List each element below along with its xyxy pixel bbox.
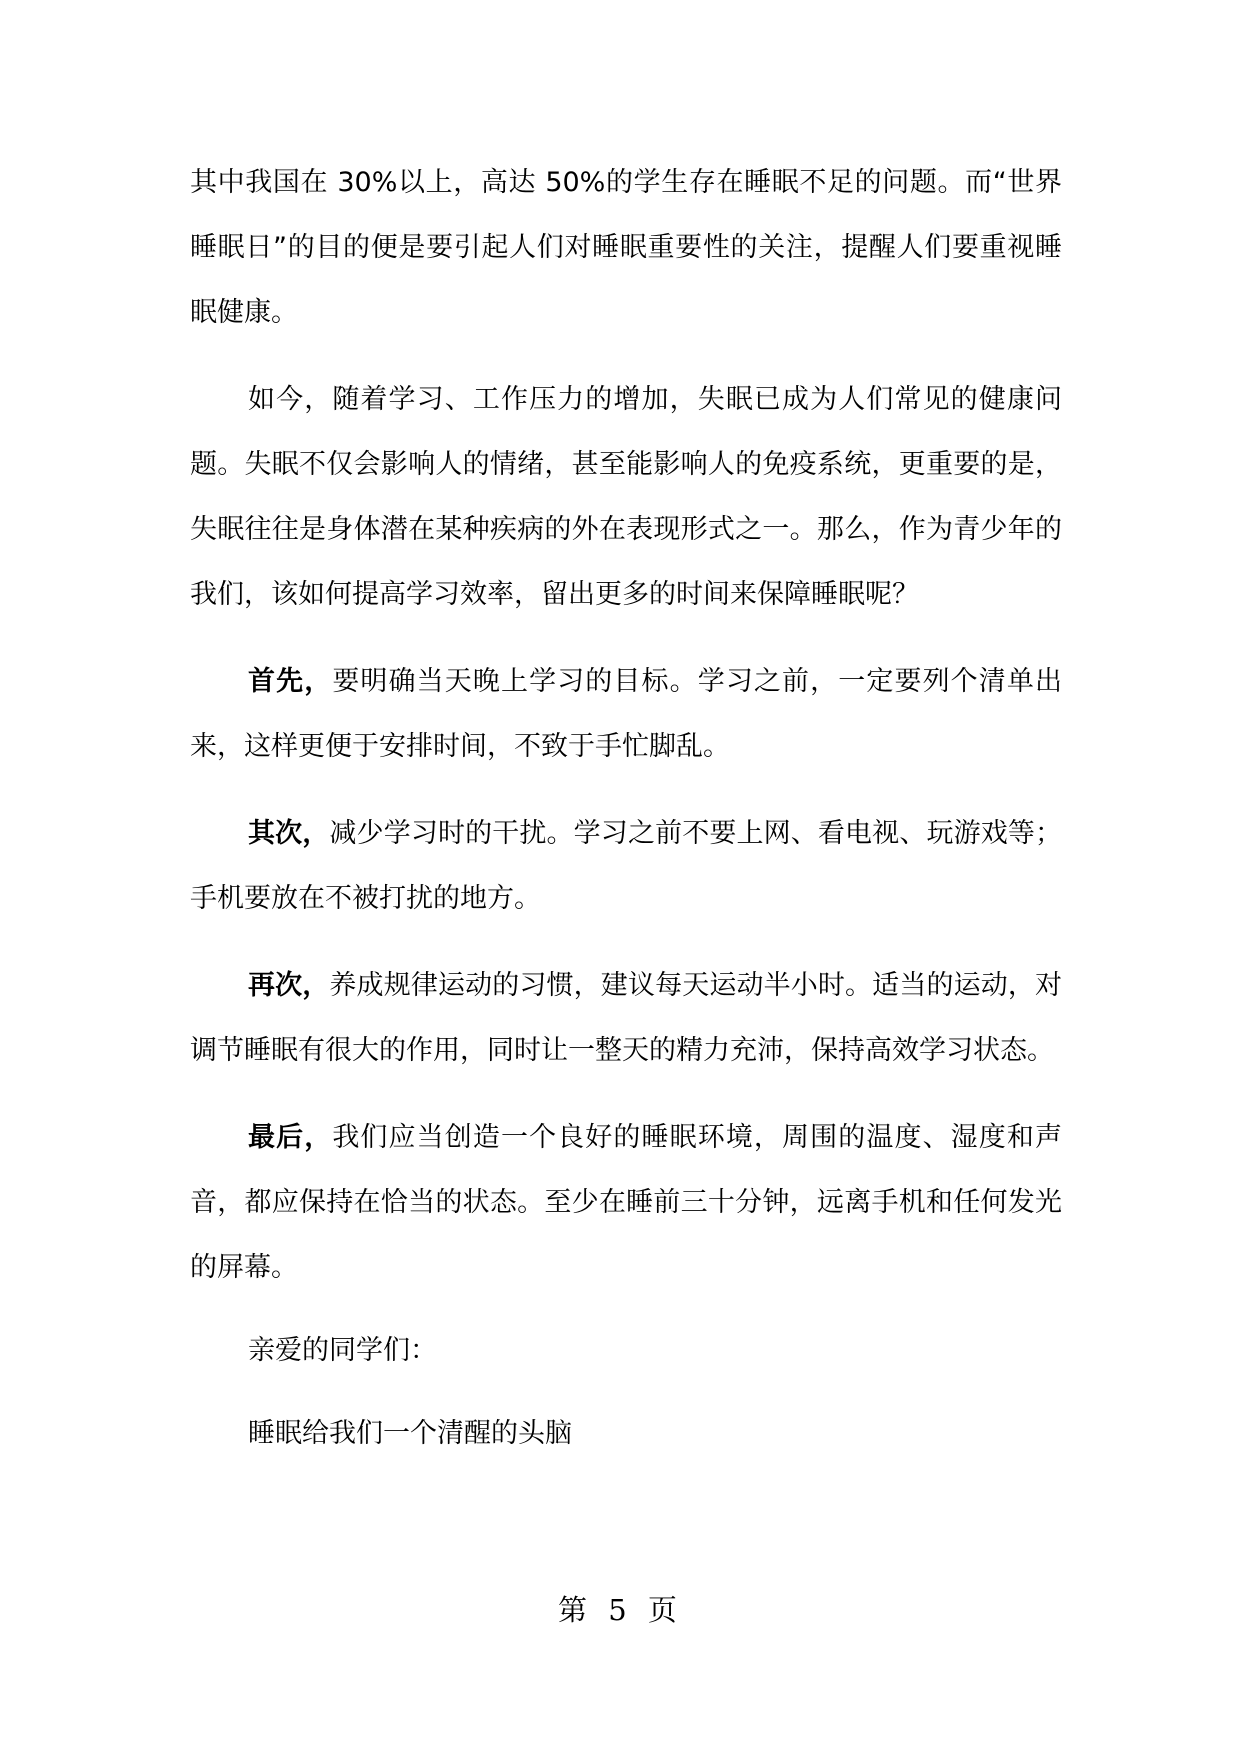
paragraph-closing-line xyxy=(190,1401,1062,1466)
paragraph-text: 其中我国在 30%以上，高达 50%的学生存在睡眠不足的问题。而“世界睡眠日”的目的便是要引起人们对睡眠重要性的关注，提醒人们要重视睡眠健康。 xyxy=(190,167,1062,328)
paragraph-last-tip xyxy=(190,1105,1062,1300)
paragraph-text: 要明确当天晚上学习的目标。学习之前，一定要列个清单出来，这样更便于安排时间，不致于手忙脚乱。 xyxy=(190,666,1063,762)
paragraph-text: 我们应当创造一个良好的睡眠环境，周围的温度、湿度和声音，都应保持在恰当的状态。至少在睡前三十分钟，远离手机和任何发光的屏幕。 xyxy=(190,1122,1063,1283)
page-number: 第 5 页 xyxy=(558,1593,683,1627)
paragraph-lead: 再次， xyxy=(248,970,330,1001)
paragraph-text: 睡眠给我们一个清醒的头脑 xyxy=(248,1418,572,1449)
paragraph-lead: 首先， xyxy=(248,666,333,697)
paragraph-text: 减少学习时的干扰。学习之前不要上网、看电视、玩游戏等；手机要放在不被打扰的地方。 xyxy=(190,818,1063,914)
paragraph-third-tip xyxy=(190,953,1062,1083)
paragraph-first-tip xyxy=(190,649,1062,779)
paragraph-text: 如今，随着学习、工作压力的增加，失眠已成为人们常见的健康问题。失眠不仅会影响人的情绪，甚至能影响人的免疫系统，更重要的是，失眠往往是身体潜在某种疾病的外在表现形式之一。那么，作为青少年的我们，该如何提高学习效率，留出更多的时间来保障睡眠呢？ xyxy=(190,384,1062,610)
paragraph-lead: 最后， xyxy=(248,1122,333,1153)
paragraph-sleep-statistics xyxy=(190,150,1062,345)
body-text xyxy=(190,150,1062,1466)
paragraph-text: 养成规律运动的习惯，建议每天运动半小时。适当的运动，对调节睡眠有很大的作用，同时让一整天的精力充沛，保持高效学习状态。 xyxy=(190,970,1063,1066)
paragraph-salutation xyxy=(190,1318,1062,1383)
paragraph-insomnia-problem xyxy=(190,367,1062,627)
paragraph-lead: 其次， xyxy=(248,818,330,849)
paragraph-second-tip xyxy=(190,801,1062,931)
paragraph-text: 亲爱的同学们： xyxy=(248,1335,437,1366)
